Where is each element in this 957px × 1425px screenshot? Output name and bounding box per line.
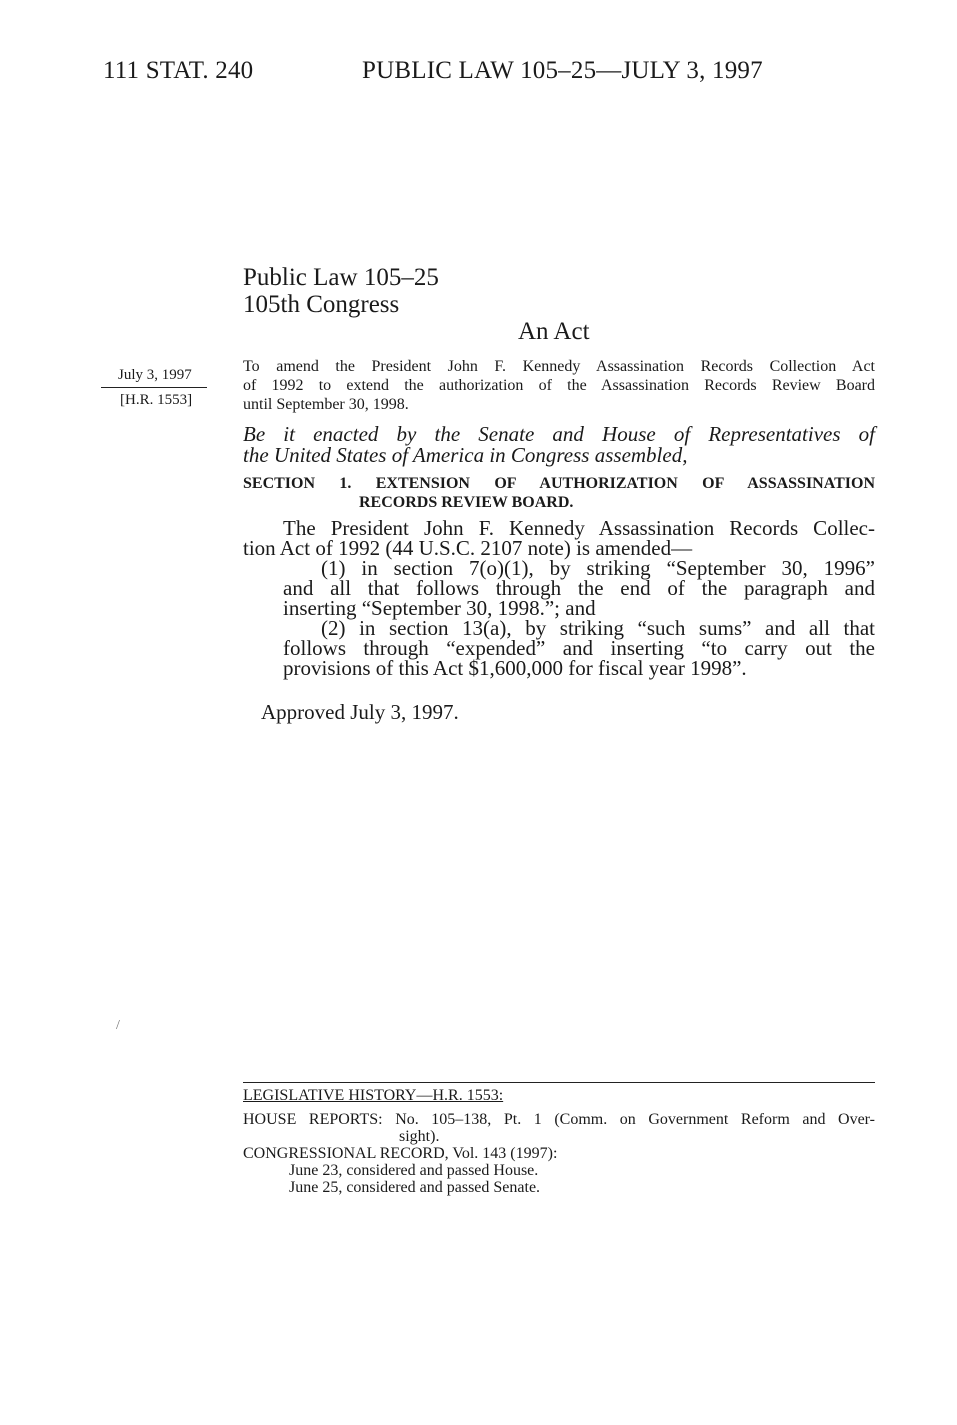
section-heading-line: RECORDS REVIEW BOARD. — [359, 494, 574, 511]
history-action: June 23, considered and passed House. — [289, 1162, 539, 1179]
amendment-item-1: inserting “September 30, 1998.”; and — [283, 596, 596, 620]
footer-divider — [243, 1082, 875, 1083]
amendment-item-2: (2) in section 13(a), by striking “such sums” and all that — [321, 616, 875, 640]
amendment-item-1: (1) in section 7(o)(1), by striking “September 30, 1996” — [321, 556, 875, 580]
section-heading — [243, 474, 875, 512]
purpose-line: To amend the President John F. Kennedy Assassination Records Collection Act — [243, 358, 875, 375]
stray-mark: / — [116, 1018, 120, 1033]
amendment-item-2: follows through “expended” and inserting “to carry out the — [283, 636, 875, 660]
public-law-number: Public Law 105–25 — [243, 264, 439, 291]
legislative-history — [243, 1087, 875, 1196]
history-action: June 25, considered and passed Senate. — [289, 1179, 541, 1196]
body-line: The President John F. Kennedy Assassination Records Collec- — [283, 516, 875, 540]
margin-date: July 3, 1997 — [118, 367, 192, 383]
amendment-item-2: provisions of this Act $1,600,000 for fiscal year 1998”. — [283, 656, 747, 680]
legislative-history-heading: LEGISLATIVE HISTORY—H.R. 1553: — [243, 1087, 504, 1104]
house-reports-line: sight). — [399, 1128, 440, 1145]
congressional-record-line: CONGRESSIONAL RECORD, Vol. 143 (1997): — [243, 1145, 558, 1162]
section-body — [243, 518, 875, 678]
act-purpose — [243, 357, 875, 414]
amendment-item-1: and all that follows through the end of the paragraph and — [283, 576, 875, 600]
enacting-line: Be it enacted by the Senate and House of Representatives of — [243, 422, 875, 446]
section-heading-line: SECTION 1. EXTENSION OF AUTHORIZATION OF ASSASSINATION — [243, 475, 875, 492]
act-label: An Act — [518, 318, 590, 345]
margin-divider — [101, 387, 207, 388]
stat-page-number: 111 STAT. 240 — [103, 57, 254, 84]
enacting-line: the United States of America in Congress assembled, — [243, 443, 688, 467]
purpose-line: of 1992 to extend the authorization of the Assassination Records Review Board — [243, 377, 875, 394]
house-reports-line: HOUSE REPORTS: No. 105–138, Pt. 1 (Comm. on Government Reform and Over- — [243, 1111, 875, 1128]
running-title: PUBLIC LAW 105–25—JULY 3, 1997 — [362, 57, 763, 84]
purpose-line: until September 30, 1998. — [243, 396, 409, 413]
enacting-clause — [243, 424, 875, 466]
congress-label: 105th Congress — [243, 291, 400, 318]
body-line: tion Act of 1992 (44 U.S.C. 2107 note) is amended— — [243, 536, 693, 560]
margin-bill-number: [H.R. 1553] — [120, 392, 193, 408]
approval-date: Approved July 3, 1997. — [261, 700, 459, 724]
